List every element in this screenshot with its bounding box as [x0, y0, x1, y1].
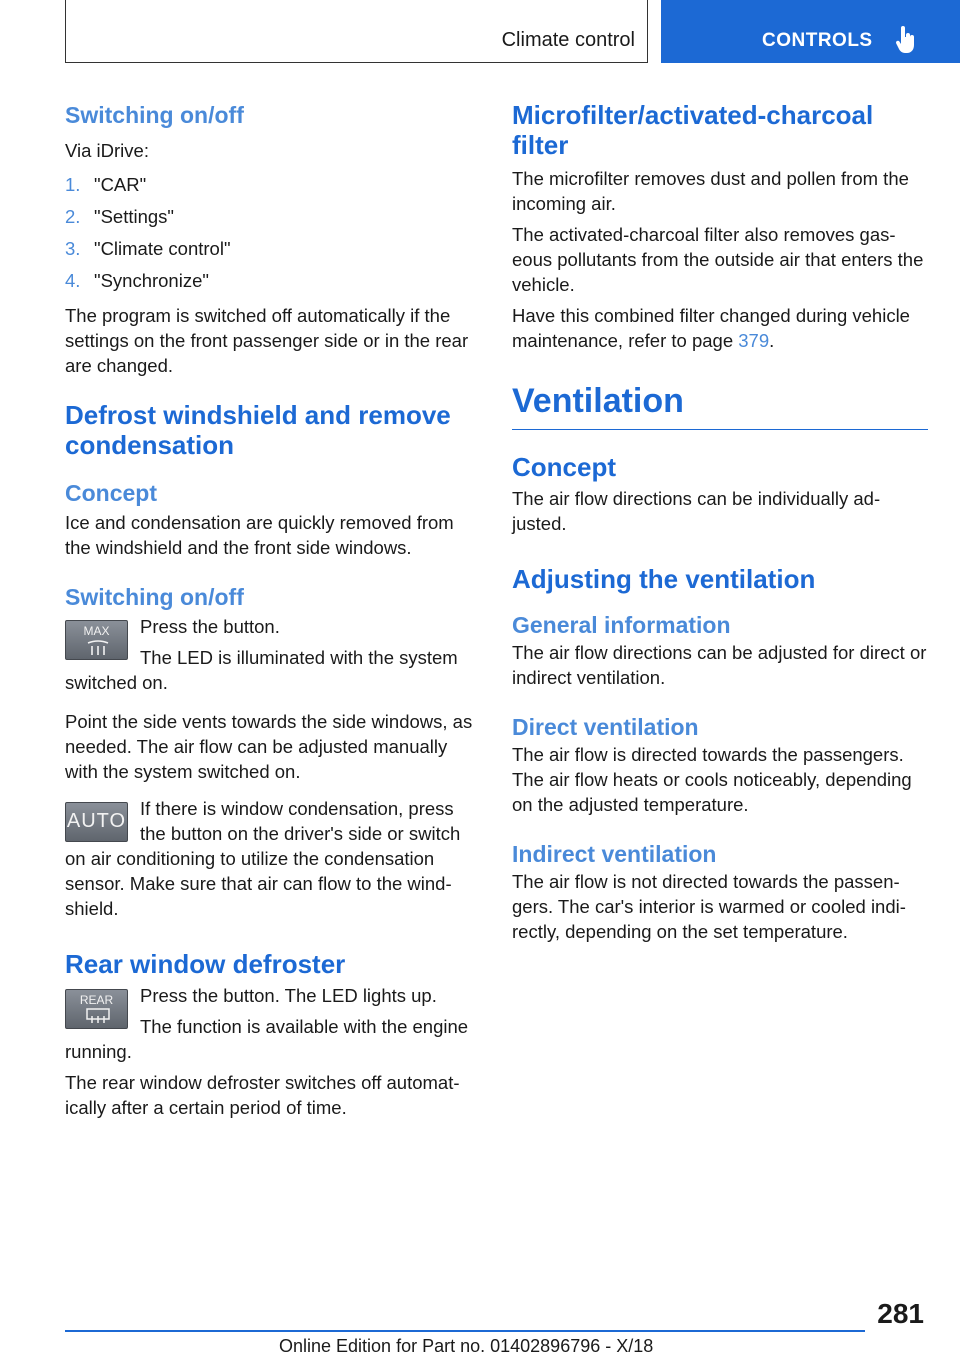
concept-heading: Concept	[65, 480, 157, 506]
header-chapter-tab	[661, 0, 960, 63]
rear-function-text: The function is available with the engine running.	[65, 1016, 469, 1062]
header-section-title: Climate control	[501, 29, 635, 51]
auto-text: If there is window condensation, press the button on the driver's side or switch on air conditioning to utilize the condensation sensor. Make sure that air can flow to the windshield.	[65, 798, 461, 919]
ventilation-heading: Ventilation	[512, 381, 928, 430]
max-defrost-button-icon: MAX	[65, 620, 128, 660]
list-item: 2. "Settings"	[65, 206, 174, 227]
left-column	[65, 100, 480, 1126]
point-vents-text: Point the side vents towards the side windows, as needed. The air flow can be adjusted manually with the system switched on.	[65, 711, 473, 782]
general-info-heading: General information	[512, 612, 731, 638]
press-button-text: Press the button.	[140, 616, 280, 637]
defrost-heading: Defrost windshield and remove condensation	[65, 400, 451, 460]
switch-note: The program is switched off automatically if the settings on the front passenger side or in the rear are changed.	[65, 305, 469, 376]
auto-button-icon: AUTO	[65, 802, 128, 842]
filter-heading: Microfilter/activated-charcoal filter	[512, 100, 874, 160]
right-column	[512, 100, 928, 950]
list-item: 4. "Synchronize"	[65, 270, 209, 291]
direct-vent-text: The air flow is directed towards the passengers. The air flow heats or cools noticeably, depending on the adjusted temperature.	[512, 744, 912, 815]
vent-concept-heading: Concept	[512, 452, 616, 482]
max-defrost-block	[65, 616, 480, 701]
footer-edition: Online Edition for Part no. 01402896796 - X/18	[279, 1336, 654, 1356]
rear-defroster-block	[65, 985, 480, 1070]
auto-block	[65, 798, 480, 927]
indirect-vent-text: The air flow is not directed towards the passengers. The car's interior is warmed or cooled indirectly, depending on the set temperature.	[512, 871, 906, 942]
adjusting-heading: Adjusting the ventilation	[512, 564, 816, 594]
rear-defroster-button-icon: REAR	[65, 989, 128, 1029]
via-idrive-text: Via iDrive:	[65, 140, 149, 161]
indirect-vent-heading: Indirect ventilation	[512, 841, 717, 867]
header-section-box	[65, 0, 648, 63]
rear-auto-off-text: The rear window defroster switches off automatically after a certain period of time.	[65, 1072, 460, 1118]
header-chapter-title: CONTROLS	[762, 30, 873, 51]
list-item: 3. "Climate control"	[65, 238, 231, 259]
defrost-icon	[86, 639, 110, 657]
rear-press-text: Press the button. The LED lights up.	[140, 985, 437, 1006]
rear-defroster-heading: Rear window defroster	[65, 949, 346, 979]
page-number: 281	[877, 1298, 924, 1329]
list-item: 1. "CAR"	[65, 174, 147, 195]
switching-heading: Switching on/off	[65, 102, 244, 128]
general-info-text: The air flow directions can be adjusted for direct or indirect ventilation.	[512, 642, 927, 688]
rear-defrost-icon	[84, 1007, 112, 1025]
vent-concept-text: The air flow directions can be individually adjusted.	[512, 488, 881, 534]
filter-text-2: The activated-charcoal filter also removes gaseous pollutants from the outside air that enters the vehicle.	[512, 224, 924, 295]
filter-text-1: The microfilter removes dust and pollen from the incoming air.	[512, 168, 909, 214]
concept-text: Ice and condensation are quickly removed from the windshield and the front side windows.	[65, 512, 454, 558]
direct-vent-heading: Direct ventilation	[512, 714, 699, 740]
page-link[interactable]: 379	[738, 330, 770, 351]
pointing-hand-icon	[895, 26, 917, 54]
filter-text-3: Have this combined filter changed during vehicle maintenance, refer to page 379.	[512, 305, 910, 351]
led-text: The LED is illuminated with the system switched on.	[65, 647, 458, 693]
footer-divider	[65, 1330, 865, 1332]
idrive-steps	[65, 169, 480, 297]
switching-heading-2: Switching on/off	[65, 584, 244, 610]
